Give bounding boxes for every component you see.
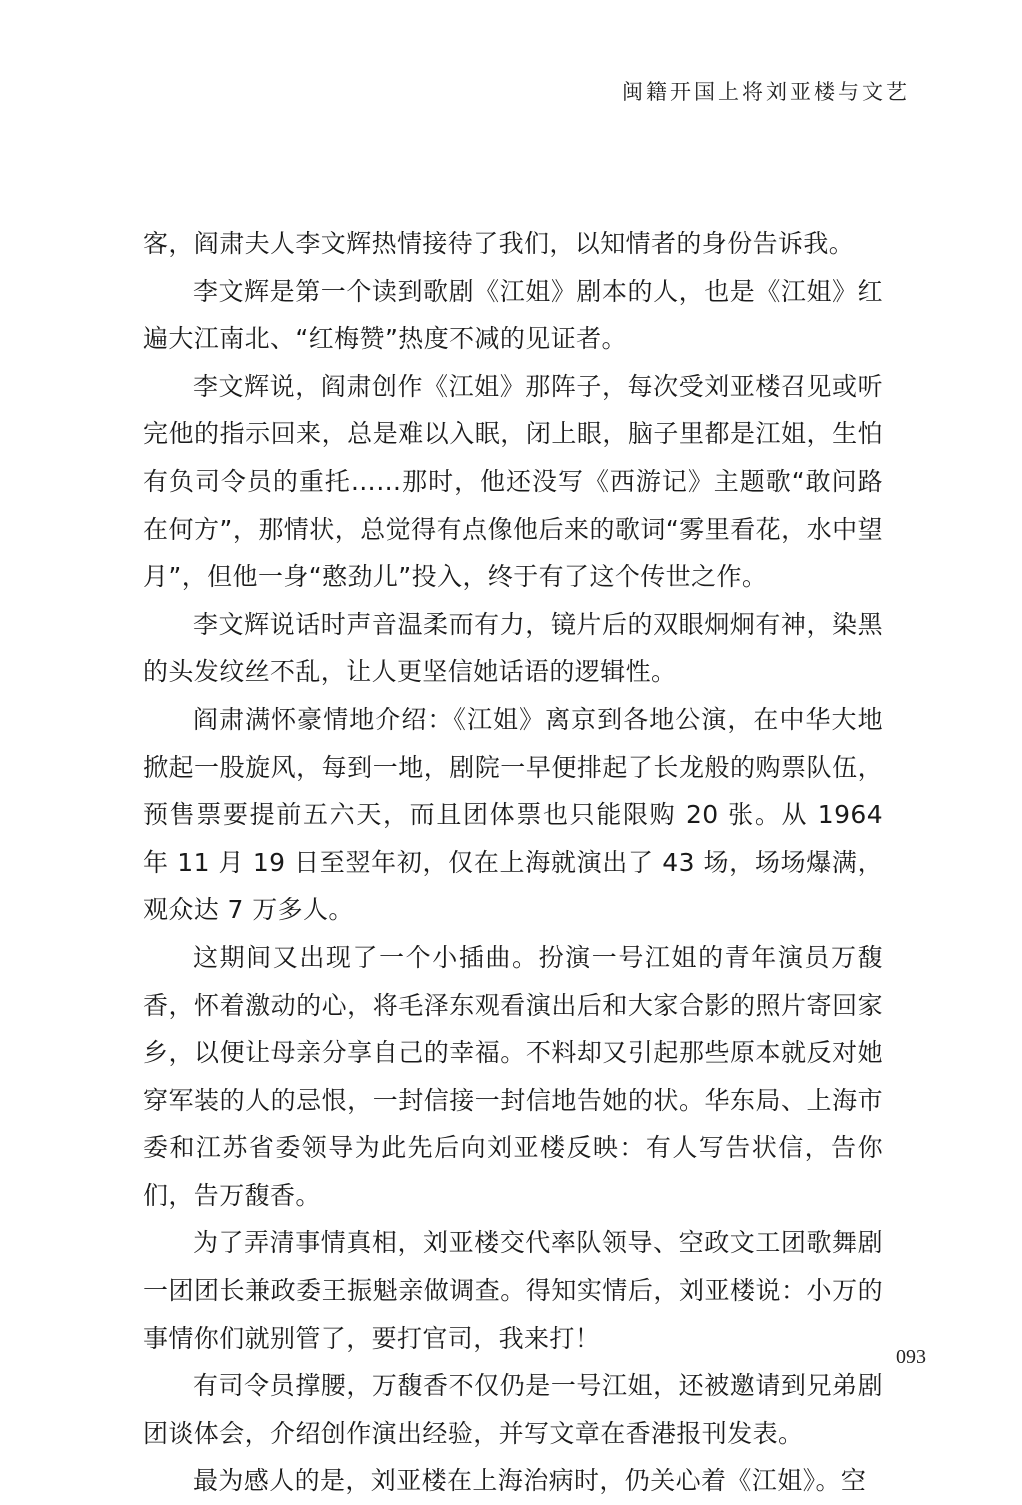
paragraph: 李文辉说，阎肃创作《江姐》那阵子，每次受刘亚楼召见或听完他的指示回来，总是难以入眠，闭上眼，脑子里都是江姐，生怕有负司令员的重托……那时，他还没写《西游记》主题歌“敢问路在何方”，那情状，总觉得有点像他后来的歌词“雾里看花，水中望月”，但他一身“憨劲儿”投入，终于有了这个传世之作。 xyxy=(143,371,883,592)
page-number: 093 xyxy=(896,1346,926,1368)
running-header-title: 闽籍开国上将刘亚楼与文艺 xyxy=(622,80,910,104)
paragraph: 有司令员撑腰，万馥香不仅仍是一号江姐，还被邀请到兄弟剧团谈体会，介绍创作演出经验，并写文章在香港报刊发表。 xyxy=(143,1371,883,1448)
paragraph: 这期间又出现了一个小插曲。扮演一号江姐的青年演员万馥香，怀着激动的心，将毛泽东观看演出后和大家合影的照片寄回家乡，以便让母亲分享自己的幸福。不料却又引起那些原本就反对她穿军装的人的忌恨，一封信接一封信地告她的状。华东局、上海市委和江苏省委领导为此先后向刘亚楼反映：有人写告状信，告你们，告万馥香。 xyxy=(143,942,883,1210)
paragraph: 李文辉是第一个读到歌剧《江姐》剧本的人，也是《江姐》红遍大江南北、“红梅赞”热度不减的见证者。 xyxy=(143,276,883,354)
body-text xyxy=(143,220,883,1505)
paragraph: 为了弄清事情真相，刘亚楼交代率队领导、空政文工团歌舞剧一团团长兼政委王振魁亲做调查。得知实情后，刘亚楼说：小万的事情你们就别管了，要打官司，我来打！ xyxy=(143,1228,883,1353)
paragraph: 阎肃满怀豪情地介绍：《江姐》离京到各地公演，在中华大地掀起一股旋风，每到一地，剧院一早便排起了长龙般的购票队伍，预售票要提前五六天，而且团体票也只能限购 20 张。从 1964 年 11 月 19 日至翌年初，仅在上海就演出了 43 场，场场爆满，观众达 7 万多人。 xyxy=(143,704,883,925)
paragraph: 最为感人的是，刘亚楼在上海治病时，仍关心着《江姐》。空 xyxy=(193,1466,867,1496)
paragraph-continuation: 客，阎肃夫人李文辉热情接待了我们，以知情者的身份告诉我。 xyxy=(143,229,855,258)
paragraph: 李文辉说话时声音温柔而有力，镜片后的双眼炯炯有神，染黑的头发纹丝不乱，让人更坚信她话语的逻辑性。 xyxy=(143,609,883,687)
